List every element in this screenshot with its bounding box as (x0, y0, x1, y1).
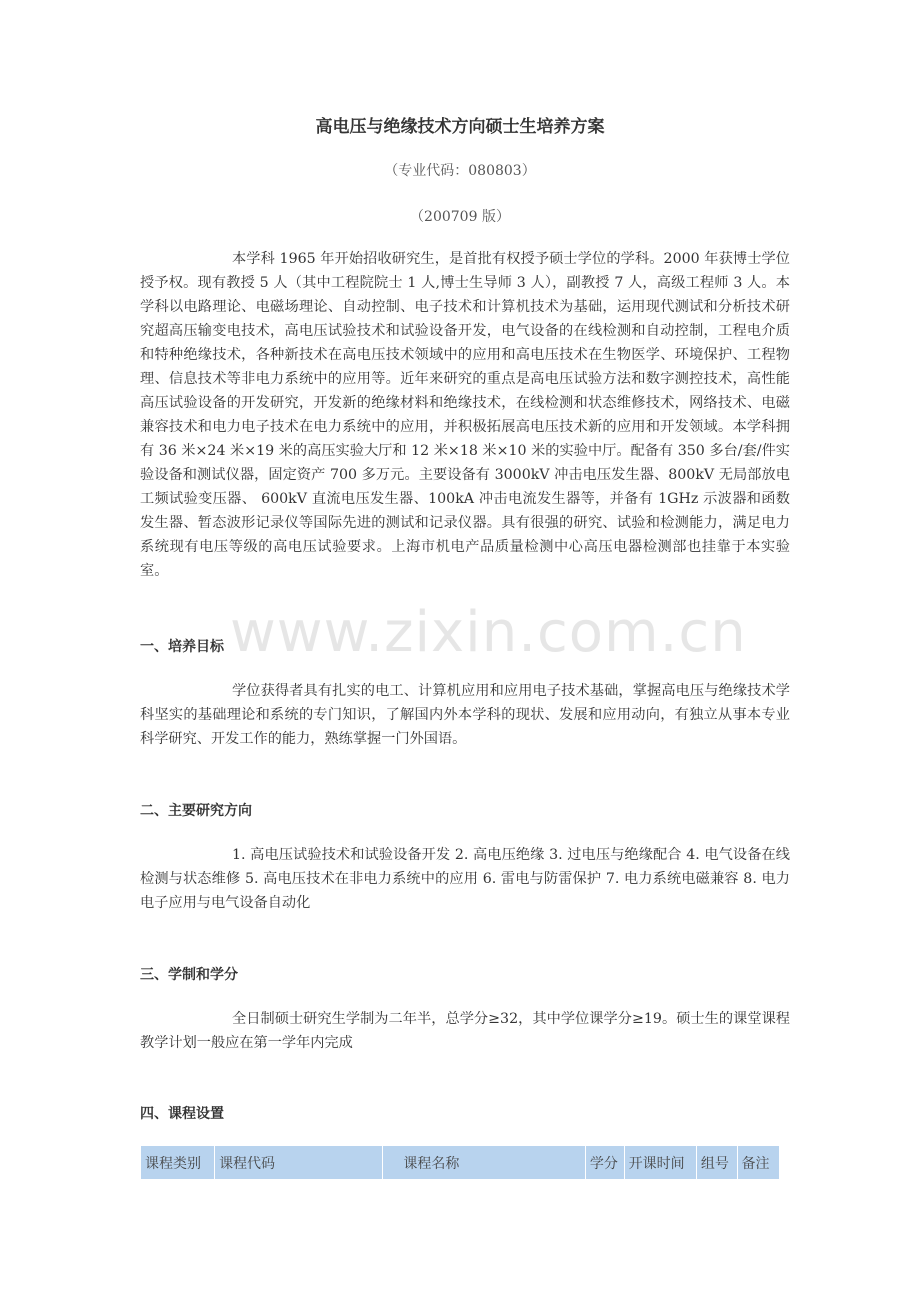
version-label: （200709 版） (410, 209, 510, 225)
credits-paragraph: 全日制硕士研究生学制为二年半，总学分≥32，其中学位课学分≥19。硕士生的课堂课程教学计划一般应在第一学年内完成 (140, 1011, 790, 1051)
section-heading-research: 二、主要研究方向 (140, 803, 252, 819)
section-heading-credits: 三、学制和学分 (140, 967, 238, 983)
col-course-category: 课程类别 (141, 1146, 214, 1179)
objectives-paragraph: 学位获得者具有扎实的电工、计算机应用和应用电子技术基础，掌握高电压与绝缘技术学科坚实的基础理论和系统的专门知识，了解国内外本学科的现状、发展和应用动向，有独立从事本专业科学研究、开发工作的能力，熟练掌握一门外国语。 (140, 683, 790, 747)
research-paragraph: 1. 高电压试验技术和试验设备开发 2. 高电压绝缘 3. 过电压与绝缘配合 4. 电气设备在线检测与状态维修 5. 高电压技术在非电力系统中的应用 6. 雷电与防雷保护 7. 电力系统电磁兼容 8. 电力电子应用与电气设备自动化 (140, 847, 790, 911)
col-remarks: 备注 (738, 1146, 779, 1179)
watermark-text: www.zixin.com.cn (230, 600, 747, 665)
section-heading-objectives: 一、培养目标 (140, 639, 224, 655)
program-code: （专业代码：080803） (384, 163, 536, 179)
section-heading-courses: 四、课程设置 (140, 1106, 224, 1122)
course-table (140, 1145, 780, 1180)
col-course-code: 课程代码 (215, 1146, 382, 1179)
col-semester: 开课时间 (625, 1146, 696, 1179)
document-title: 高电压与绝缘技术方向硕士生培养方案 (315, 117, 605, 137)
col-credits: 学分 (586, 1146, 624, 1179)
intro-paragraph: 本学科 1965 年开始招收研究生，是首批有权授予硕士学位的学科。2000 年获博士学位授予权。现有教授 5 人（其中工程院院士 1 人,博士生导师 3 人），副教授 7 人，高级工程师 3 人。本学科以电路理论、电磁场理论、自动控制、电子技术和计算机技术为基础，运用现代测试和分析技术研究超高压输变电技术，高电压试验技术和试验设备开发，电气设备的在线检测和自动控制，工程电介质和特种绝缘技术，各种新技术在高电压技术领域中的应用和高电压技术在生物医学、环境保护、工程物理、信息技术等非电力系统中的应用等。近年来研究的重点是高电压试验方法和数字测控技术，高性能高压试验设备的开发研究，开发新的绝缘材料和绝缘技术，在线检测和状态维修技术，网络技术、电磁兼容技术和电力电子技术在电力系统中的应用，并积极拓展高电压技术新的应用和开发领域。本学科拥有 36 米×24 米×19 米的高压实验大厅和 12 米×18 米×10 米的实验中厅。配备有 350 多台/套/件实验设备和测试仪器，固定资产 700 多万元。主要设备有 3000kV 冲击电压发生器、800kV 无局部放电工频试验变压器、 600kV 直流电压发生器、100kA 冲击电流发生器等，并备有 1GHz 示波器和函数发生器、暂态波形记录仪等国际先进的测试和记录仪器。具有很强的研究、试验和检测能力，满足电力系统现有电压等级的高电压试验要求。上海市机电产品质量检测中心高压电器检测部也挂靠于本实验室。 (140, 251, 790, 579)
col-group: 组号 (697, 1146, 737, 1179)
col-course-name: 课程名称 (383, 1146, 584, 1179)
table-header-row (141, 1146, 779, 1179)
